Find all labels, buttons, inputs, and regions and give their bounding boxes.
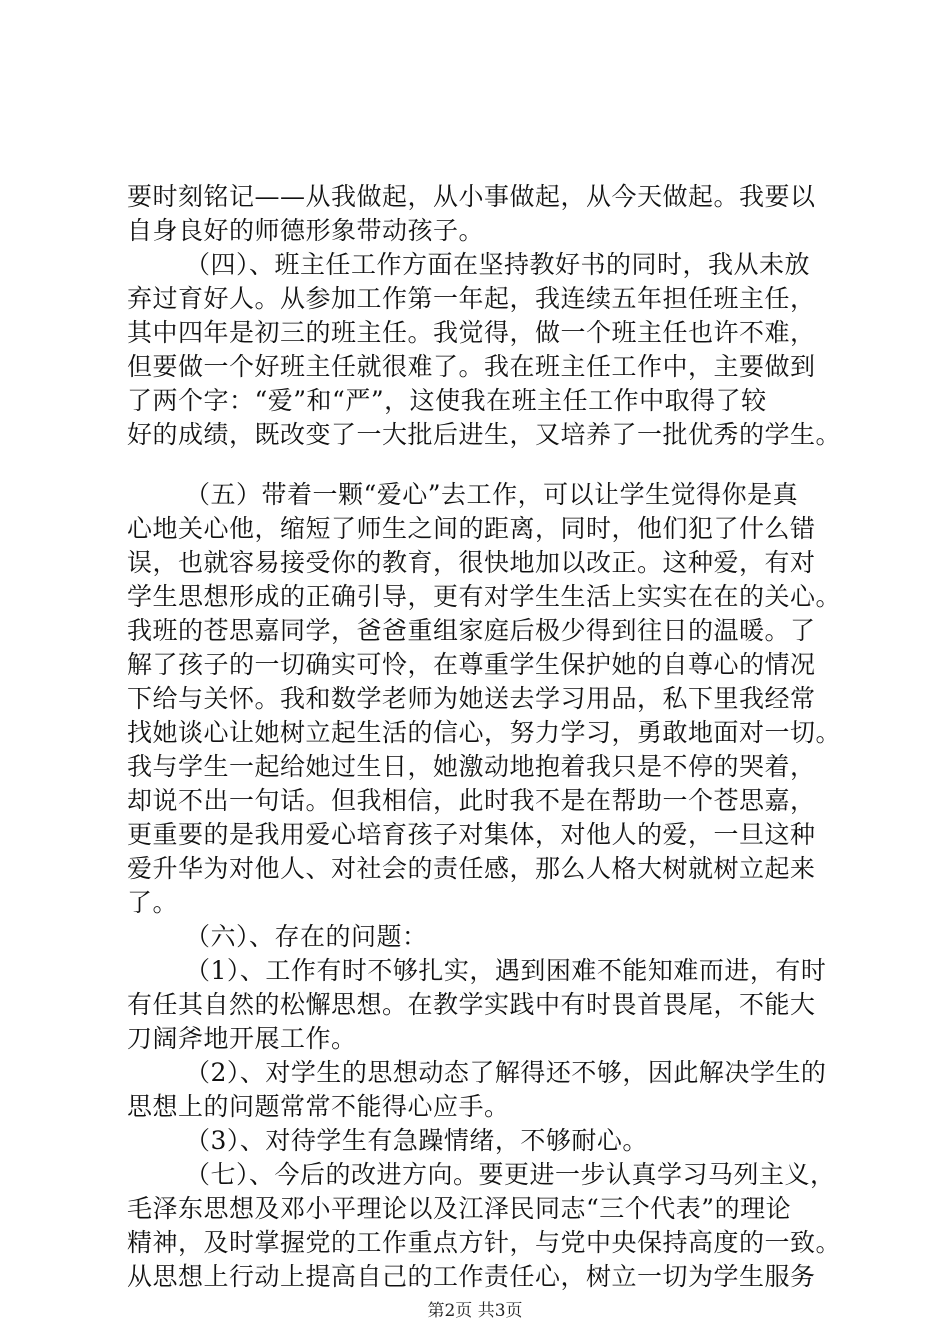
- text-line: 我与学生一起给她过生日，她激动地抱着我只是不停的哭着，: [127, 752, 816, 781]
- text-line: 刀阔斧地开展工作。: [127, 1024, 357, 1053]
- text-line: 要时刻铭记——从我做起，从小事做起，从今天做起。我要以: [127, 182, 816, 211]
- text-line: 误，也就容易接受你的教育，很快地加以改正。这种爱，有对: [127, 548, 816, 577]
- text-line: 从思想上行动上提高自己的工作责任心，树立一切为学生服务: [127, 1262, 816, 1291]
- text-line: 却说不出一句话。但我相信，此时我不是在帮助一个苍思嘉，: [127, 786, 816, 815]
- text-line: 精神，及时掌握党的工作重点方针，与党中央保持高度的一致。: [127, 1228, 842, 1257]
- text-line: 但要做一个好班主任就很难了。我在班主任工作中，主要做到: [127, 352, 816, 381]
- text-line: （七）、今后的改进方向。要更进一步认真学习马列主义，: [185, 1160, 836, 1189]
- text-line: 自身良好的师德形象带动孩子。: [127, 216, 485, 245]
- text-line: 毛泽东思想及邓小平理论以及江泽民同志“三个代表”的理论: [127, 1194, 792, 1223]
- text-line: 好的成绩，既改变了一大批后进生，又培养了一批优秀的学生。: [127, 420, 842, 449]
- text-line: 心地关心他，缩短了师生之间的距离，同时，他们犯了什么错: [127, 514, 816, 543]
- text-line: 学生思想形成的正确引导，更有对学生生活上实实在在的关心。: [127, 582, 842, 611]
- text-line: （1）、工作有时不够扎实，遇到困难不能知难而进，有时: [185, 956, 827, 985]
- text-line: 其中四年是初三的班主任。我觉得，做一个班主任也许不难，: [127, 318, 816, 347]
- text-line: 找她谈心让她树立起生活的信心，努力学习，勇敢地面对一切。: [127, 718, 842, 747]
- text-line: 了两个字：“爱”和“严”，这使我在班主任工作中取得了较: [127, 386, 767, 415]
- text-line: 弃过育好人。从参加工作第一年起，我连续五年担任班主任，: [127, 284, 816, 313]
- text-line: 了。: [127, 888, 179, 917]
- text-line: 我班的苍思嘉同学，爸爸重组家庭后极少得到往日的温暖。了: [127, 616, 816, 645]
- text-line: 有任其自然的松懈思想。在教学实践中有时畏首畏尾，不能大: [127, 990, 816, 1019]
- text-line: 爱升华为对他人、对社会的责任感，那么人格大树就树立起来: [127, 854, 816, 883]
- text-line: （3）、对待学生有急躁情绪，不够耐心。: [185, 1126, 648, 1155]
- text-line: 解了孩子的一切确实可怜，在尊重学生保护她的自尊心的情况: [127, 650, 816, 679]
- text-line: （五）带着一颗“爱心”去工作，可以让学生觉得你是真: [185, 480, 799, 509]
- text-line: 下给与关怀。我和数学老师为她送去学习用品，私下里我经常: [127, 684, 816, 713]
- text-line: 思想上的问题常常不能得心应手。: [127, 1092, 510, 1121]
- text-line: （四）、班主任工作方面在坚持教好书的同时，我从未放: [185, 250, 811, 279]
- text-line: 更重要的是我用爱心培育孩子对集体，对他人的爱，一旦这种: [127, 820, 816, 849]
- page-number-footer: 第2页 共3页: [427, 1301, 523, 1321]
- text-line: （2）、对学生的思想动态了解得还不够，因此解决学生的: [185, 1058, 827, 1087]
- text-line: （六）、存在的问题：: [185, 922, 428, 951]
